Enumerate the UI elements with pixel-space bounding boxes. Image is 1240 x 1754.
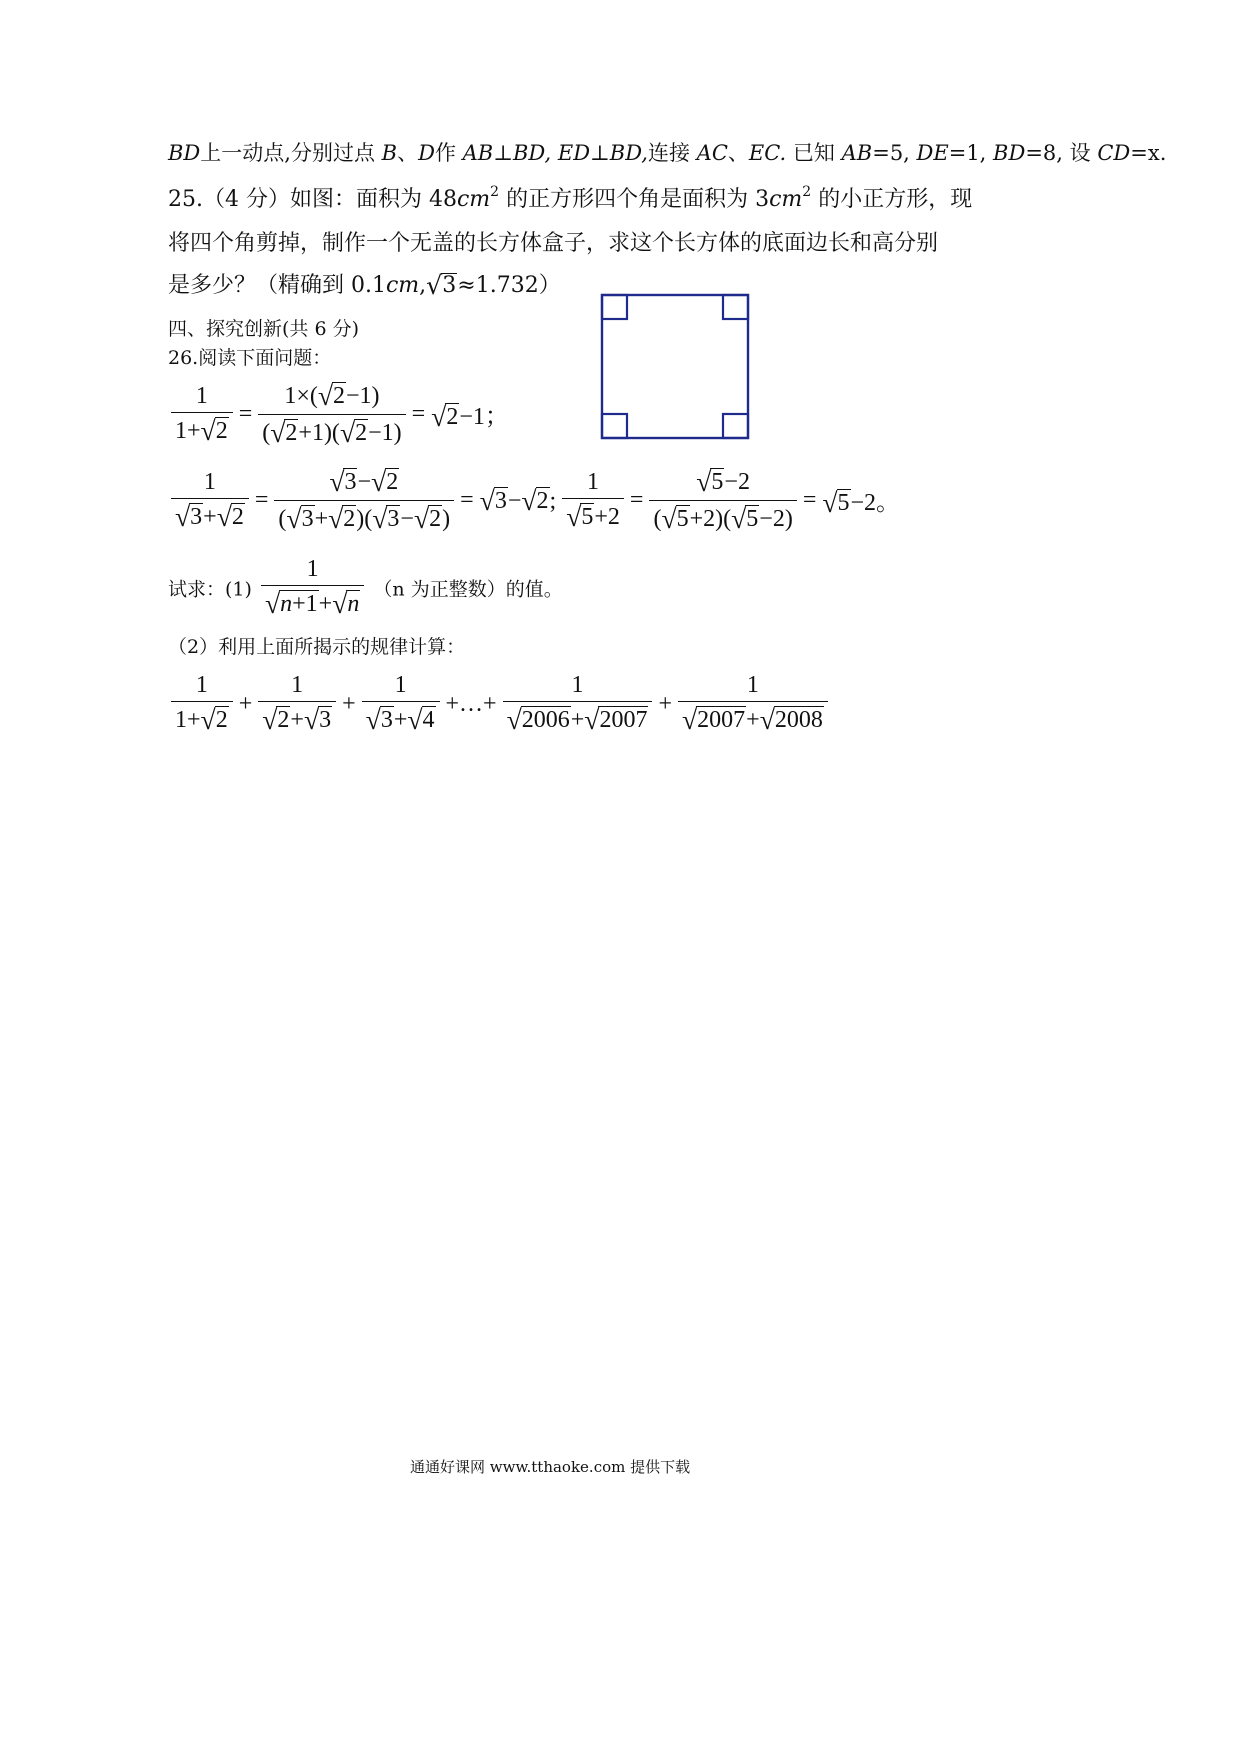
sum-formula: $\frac{1}{1+√2}$ + $\frac{1}{√2+√3}$ + $\frac{1}{√3+√4}$ +…+ $\frac{1}{√2006+√2007}$ + $\frac{1}{√2007+√2008}$ (168, 672, 831, 736)
ask-1-label: 试求：(1) (168, 578, 252, 601)
section-title: 四、探究创新(共 6 分) (168, 318, 359, 340)
q25-line-1 (168, 182, 972, 213)
q26-title: 26.阅读下面问题： (168, 347, 332, 369)
square-figure (598, 292, 754, 442)
q25-precision: 是多少？（精确到 0.1 (168, 273, 386, 298)
unit-cm: cm (385, 273, 420, 298)
segment-de: DE (916, 141, 949, 165)
intro-text-5: 设 (1069, 141, 1091, 165)
unit-cm: cm (456, 187, 491, 212)
intro-text-2: 作 (434, 141, 456, 165)
segment-ac: AC (696, 141, 728, 165)
page-footer: 通通好课网 www.tthaoke.com 提供下载 (410, 1458, 691, 1476)
separator: 、 (727, 141, 749, 165)
q25-text-1: 的正方形四个角是面积为 (506, 187, 749, 212)
sqrt-3: √3 (426, 271, 457, 300)
unit-cm: cm (769, 187, 803, 212)
segment-cd: CD (1097, 141, 1131, 165)
segment-ec: EC. (748, 141, 787, 165)
value-de: =1, (948, 141, 987, 165)
q25-line-3 (168, 268, 561, 300)
corner-square-top-right (723, 295, 748, 319)
corner-square-top-left (602, 295, 627, 319)
close-paren: ） (538, 273, 561, 298)
corner-square-bottom-left (602, 414, 627, 438)
q26-ask-2: （2）利用上面所揭示的规律计算： (168, 636, 466, 658)
approx-value: ≈1.732 (457, 273, 539, 298)
corner-square-bottom-right (723, 414, 748, 438)
value-bd: =8, (1025, 141, 1063, 165)
comma: , (419, 273, 427, 298)
point-b: B (381, 141, 398, 165)
perp-ed-bd: ED⊥BD, (557, 141, 648, 165)
intro-text-1: 上一动点,分别过点 (200, 141, 375, 165)
q26-ask-1 (168, 556, 563, 620)
q25-number: 25.（4 分）如图：面积为 (168, 187, 422, 212)
value-cd: =x. (1130, 141, 1167, 165)
q25-text-2: 的小正方形，现 (818, 187, 973, 212)
area-48: 48 (428, 187, 457, 212)
area-3: 3 (755, 187, 770, 212)
segment-ab: AB (841, 141, 873, 165)
intro-text-3: 连接 (647, 141, 690, 165)
example-formula-2: $\frac{1}{√3+√2}$ = $\frac{√3-√2}{(√3+√2)(√3-√2)}$ = √3−√2; $\frac{1}{√5+2}$ = $\frac{√5-2}{(√5+2)(√5-2)}$ = √5−2。 (168, 466, 903, 535)
general-term: $\frac{1}{√n+1+√n}$ (261, 556, 364, 620)
ask-1-note: （n 为正整数）的值。 (373, 578, 563, 601)
q25-line-2: 将四个角剪掉，制作一个无盖的长方体盒子，求这个长方体的底面边长和高分别 (168, 231, 939, 256)
intro-text-4: 已知 (792, 141, 835, 165)
power-2: 2 (802, 184, 812, 200)
segment-bd-2: BD (993, 141, 1026, 165)
segment-bd: BD (168, 141, 201, 165)
radicand: 3 (442, 273, 457, 298)
example-formula-1: $\frac{1}{1+√2}$ = $\frac{1\times(√2-1)}{(√2+1)(√2-1)}$ = √2−1； (168, 380, 512, 449)
power-2: 2 (490, 184, 500, 200)
intro-line (168, 137, 1166, 167)
perp-ab-bd: AB⊥BD, (462, 141, 552, 165)
outer-square (602, 295, 748, 438)
point-d: D (418, 141, 435, 165)
separator: 、 (397, 141, 419, 165)
value-ab: =5, (872, 141, 910, 165)
